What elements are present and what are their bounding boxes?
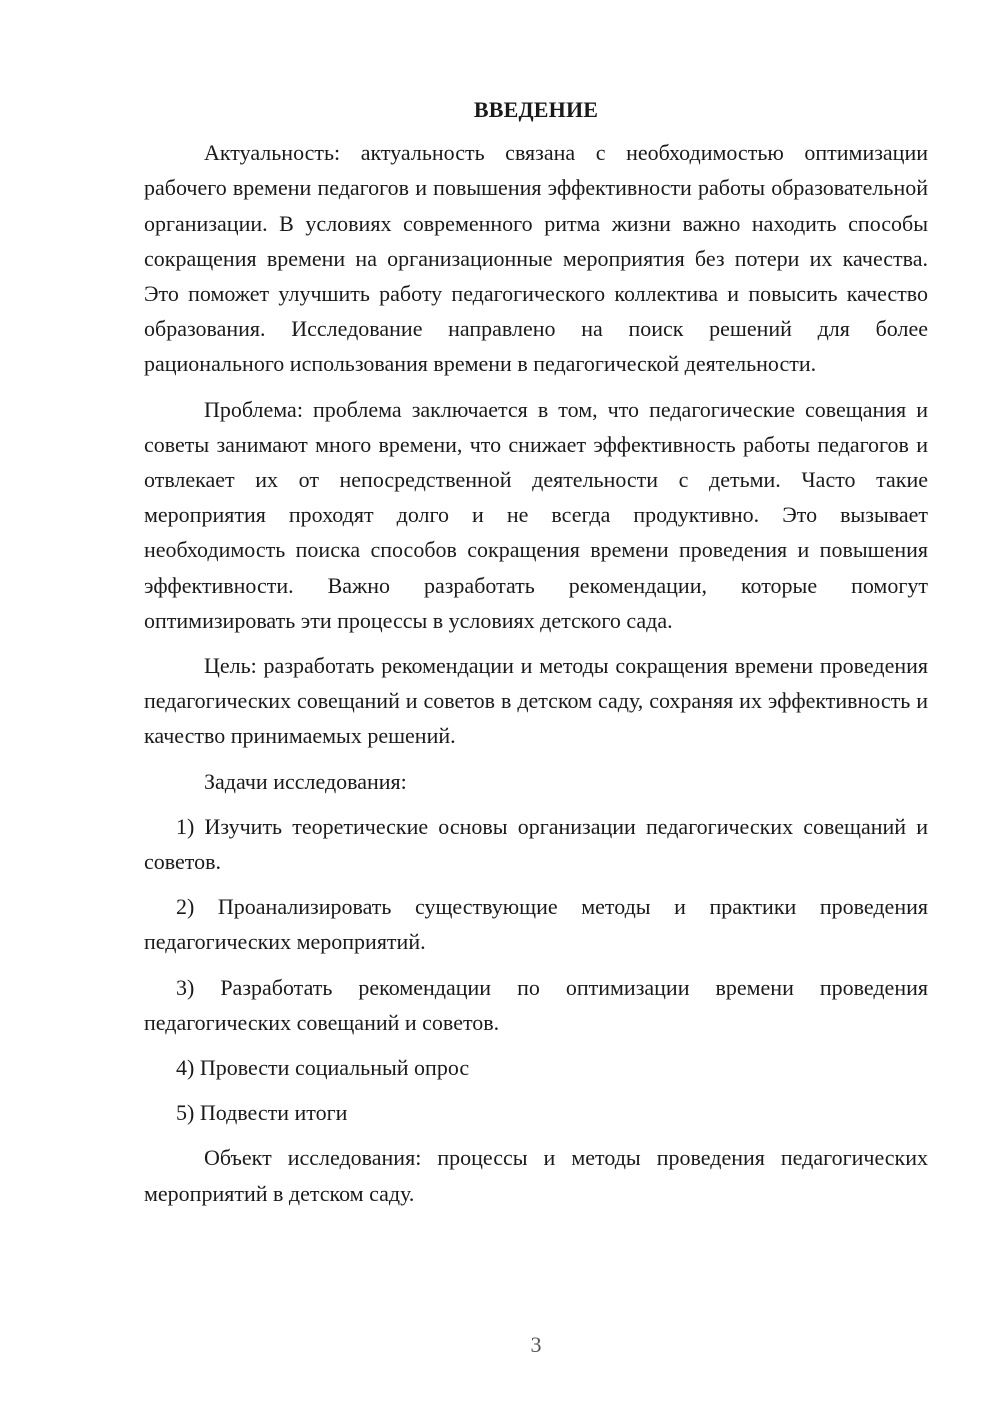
section-title: ВВЕДЕНИЕ xyxy=(473,97,599,122)
paragraph-relevance: Актуальность: актуальность связана с необходимостью оптимизации рабочего времени педагогов и повышения эффективности работы образовательной организации. В условиях современного ритма жизни важно находить способы сокращения времени на организационные мероприятия без потери их качества. Это поможет улучшить работу педагогического коллектива и повысить качество образования. Исследование направлено на поиск решений для более рационального использования времени в педагогической деятельности. xyxy=(144,140,928,377)
task-item: 1) Изучить теоретические основы организации педагогических совещаний и советов. xyxy=(144,813,928,875)
paragraph-object: Объект исследования: процессы и методы проведения педагогических мероприятий в детском саду. xyxy=(144,1145,928,1206)
page-number: 3 xyxy=(530,1332,542,1357)
task-item: 5) Подвести итоги xyxy=(176,1100,348,1126)
document-page xyxy=(144,92,928,1221)
task-item: 2) Проанализировать существующие методы и практики проведения педагогических мероприятий. xyxy=(144,894,928,955)
task-item: 3) Разработать рекомендации по оптимизации времени проведения педагогических совещаний и советов. xyxy=(144,974,928,1035)
paragraph-problem: Проблема: проблема заключается в том, что педагогические совещания и советы занимают много времени, что снижает эффективность работы педагогов и отвлекает их от непосредственной деятельности с детьми. Часто такие мероприятия проходят долго и не всегда продуктивно. Это вызывает необходимость поиска способов сокращения времени проведения и повышения эффективности. Важно разработать рекомендации, которые помогут оптимизировать эти процессы в условиях детского сада. xyxy=(144,396,928,633)
paragraph-goal: Цель: разработать рекомендации и методы сокращения времени проведения педагогических совещаний и советов в детском саду, сохраняя их эффективность и качество принимаемых решений. xyxy=(144,653,928,749)
tasks-heading: Задачи исследования: xyxy=(204,768,407,794)
task-item: 4) Провести социальный опрос xyxy=(176,1055,470,1081)
